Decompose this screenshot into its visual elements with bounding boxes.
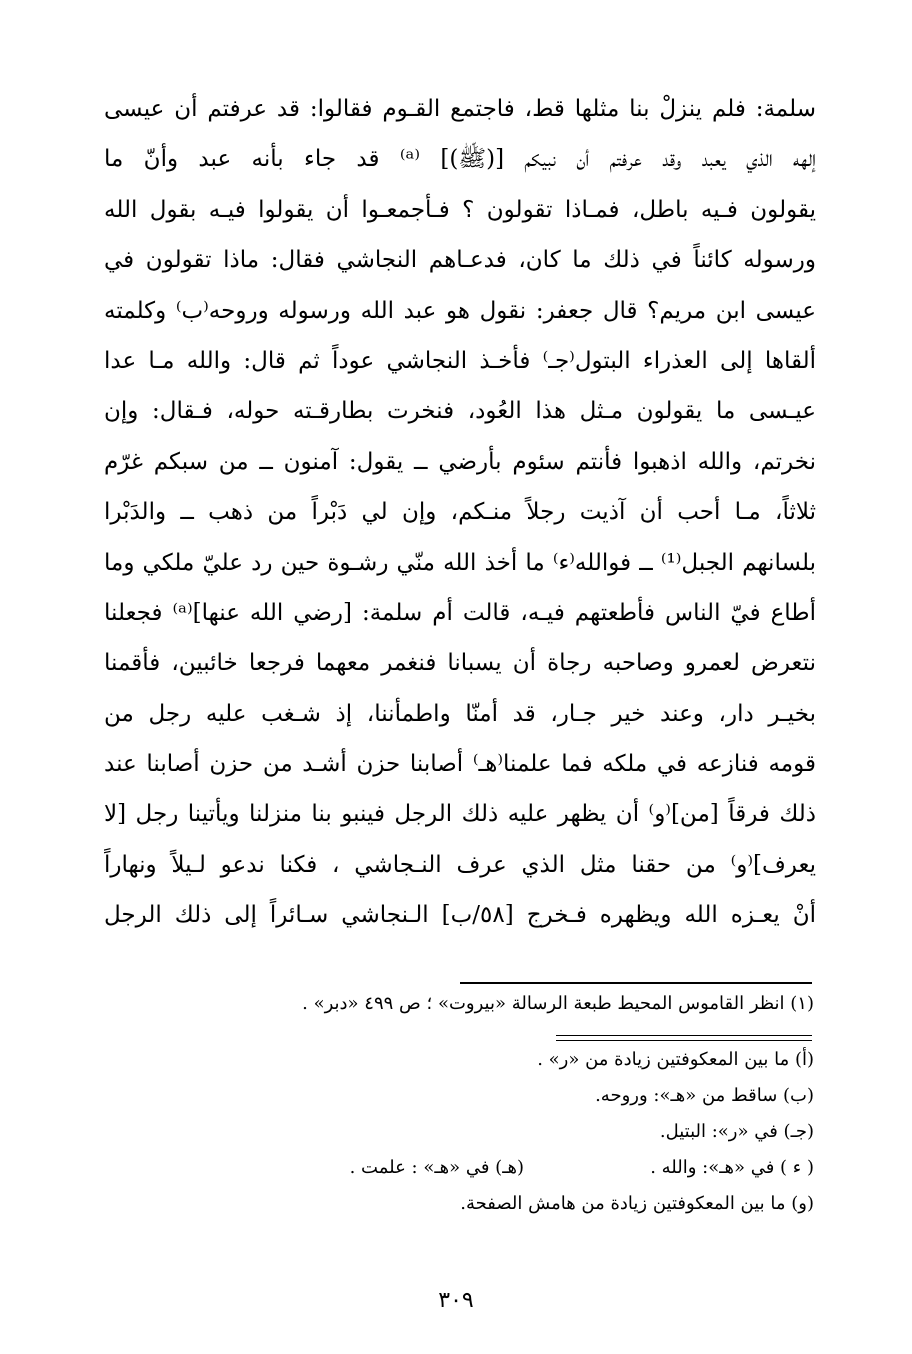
page-number: ٣٠٩	[438, 1288, 474, 1313]
text-line: ذلك فرقاً [من]⁽و⁾ أن يظهر عليه ذلك الرجل فينبو بنا منزلنا ويأتينا رجل [لا	[104, 801, 816, 828]
footnote-ba: (ب) ساقط من «هـ»: وروحه.	[595, 1085, 814, 1106]
text-line: أنْ يعـزه الله ويظهره فـخرج [٥٨/ب] الـنجاشي سـائراً إلى ذلك الرجل	[104, 902, 816, 929]
text-line: أطاع فيّ الناس فأطعتهم فيـه، قالت أم سلمة: [رضي الله عنها]⁽ᵃ⁾ فجعلنا	[104, 599, 816, 626]
text-line: عيـسى ما يقولون مـثل هذا العُود، فنخرت بطارقـته حوله، فـقال: وإن	[104, 398, 816, 425]
text-line: قومه فنازعه في ملكه فما علمنا⁽هـ⁾ أصابنا حزن أشـد من حزن أصابنا عند	[104, 751, 816, 778]
footnote-jim: (جـ) في «ر»: البتيل.	[659, 1121, 814, 1142]
text-line: سلمة: فلم ينزلْ بنا مثلها قط، فاجتمع القـوم فقالوا: قد عرفتم أن عيسى	[104, 96, 816, 122]
footnote-divider-upper	[556, 1035, 812, 1036]
text-line: يعرف]⁽و⁾ من حقنا مثل الذي عرف النـجاشي ، فكنا ندعو لـيلاً ونهاراً	[104, 851, 816, 878]
footnote-dal: ( ء ) في «هـ»: والله .	[650, 1157, 814, 1178]
text-line: ثلاثاً، مـا أحب أن آذيت رجلاً منـكم، وإن لي دَبْراً من ذهب ــ والدَبْرا	[104, 499, 816, 526]
text-line: ألقاها إلى العذراء البتول⁽جـ⁾ فأخـذ النجاشي عوداً ثم قال: والله مـا عدا	[104, 347, 816, 374]
text-line: بخيـر دار، وعند خير جـار، قد أمنّا واطمأننا، إذ شـغب عليه رجل من	[104, 700, 816, 727]
text-line: ورسوله كائناً في ذلك ما كان، فدعـاهم النجاشي فقال: ماذا تقولون في	[104, 247, 816, 274]
footnote-divider-lower	[556, 1040, 812, 1041]
text-line: نخرتم، والله اذهبوا فأنتم سئوم بأرضي ــ يقول: آمنون ــ من سبكم غرّم	[104, 448, 816, 475]
text-line: إلهه الذي يعبد وقد عرفتم أن نبيكم [(ﷺ)] ⁽ᵃ⁾ قد جاء بأنه عبد وأنّ ما	[104, 146, 816, 173]
footnote-alif: (أ) ما بين المعكوفتين زيادة من «ر» .	[537, 1049, 814, 1070]
footnote-ha: (هـ) في «هـ» : علمت .	[349, 1157, 524, 1178]
text-line: يقولون فـيه باطل، فمـاذا تقولون ؟ فـأجمعـوا أن يقولوا فيـه بقول الله	[104, 196, 816, 223]
text-line: عيسى ابن مريم؟ قال جعفر: نقول هو عبد الله ورسوله وروحه⁽ب⁾ وكلمته	[104, 297, 816, 324]
footnote-waw: (و) ما بين المعكوفتين زيادة من هامش الصفحة.	[460, 1193, 814, 1214]
text-line: بلسانهم الجبل⁽¹⁾ ــ فوالله⁽ء⁾ ما أخذ الله منّي رشـوة حين رد عليّ ملكي وما	[104, 549, 816, 576]
footnote-1: (١) انظر القاموس المحيط طبعة الرسالة «بيروت» ؛ ص ٤٩٩ «دبر» .	[302, 993, 814, 1014]
main-text-block	[104, 84, 816, 941]
text-line: نتعرض لعمرو وصاحبه رجاة أن يسبانا فنغمر معهما فرجعا خائبين، فأقمنا	[104, 650, 816, 677]
footnote-separator	[460, 982, 812, 984]
